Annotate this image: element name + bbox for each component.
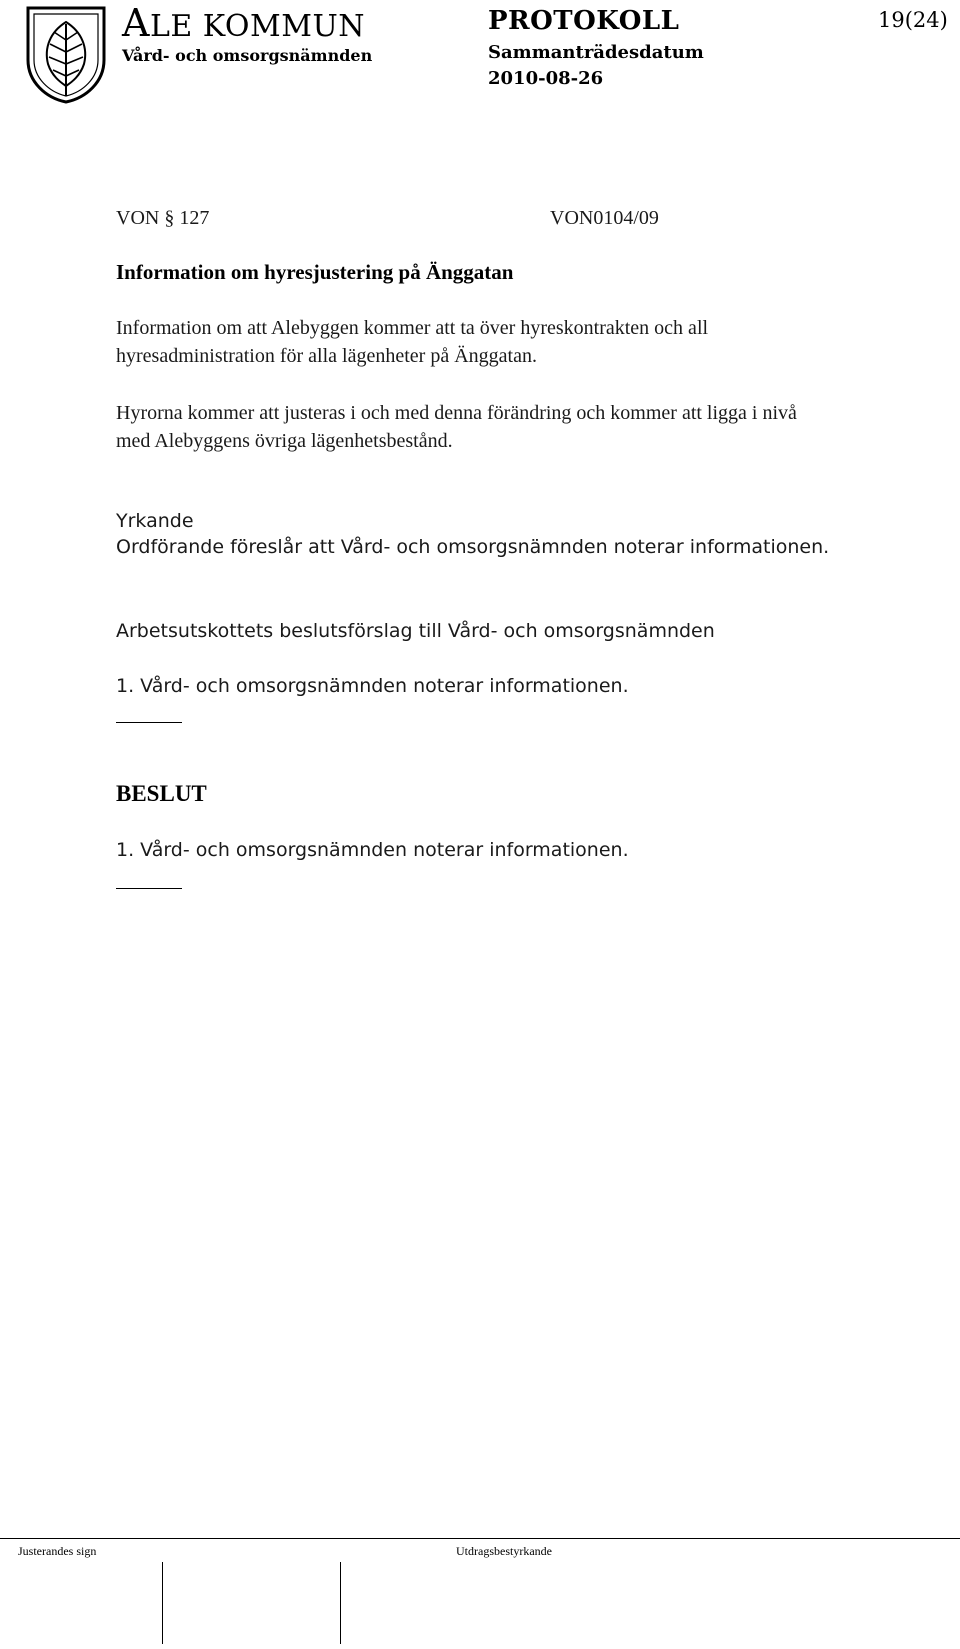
meeting-date: 2010-08-26: [488, 68, 604, 89]
signature-box-divider: [340, 1562, 341, 1644]
municipality-name: ALE KOMMUN: [122, 1, 365, 45]
document-type: PROTOKOLL: [488, 6, 680, 36]
ale-leaf-shield-logo-icon: [20, 2, 120, 104]
decision-heading: BESLUT: [116, 781, 207, 806]
signature-box-divider: [162, 1562, 163, 1644]
motion-text: Ordförande föreslår att Vård- och omsorgsnämnden noterar informationen.: [116, 536, 830, 558]
proposal-point: 1. Vård- och omsorgsnämnden noterar informationen.: [116, 675, 629, 697]
divider: [116, 722, 182, 723]
item-title: Information om hyresjustering på Änggatan: [116, 260, 514, 284]
motion-heading: Yrkande: [116, 510, 194, 532]
page-number: 19(24): [878, 8, 948, 32]
paragraph-line: Hyrorna kommer att justeras i och med denna förändring och kommer att ligga i nivå: [116, 402, 797, 424]
section-number: 127: [179, 207, 210, 229]
paragraph-line: hyresadministration för alla lägenheter på Änggatan.: [116, 345, 537, 367]
committee-name: Vård- och omsorgsnämnden: [122, 46, 373, 65]
meeting-date-label: Sammanträdesdatum: [488, 42, 704, 63]
footer-divider: [0, 1538, 960, 1539]
paragraph-line: med Alebyggens övriga lägenhetsbestånd.: [116, 430, 453, 452]
decision-point: 1. Vård- och omsorgsnämnden noterar informationen.: [116, 839, 629, 861]
extract-certification-label: Utdragsbestyrkande: [456, 1544, 552, 1558]
section-prefix: VON: [116, 207, 160, 229]
divider: [116, 888, 182, 889]
section-reference: [116, 205, 209, 231]
paragraph-line: Information om att Alebyggen kommer att ta över hyreskontrakten och all: [116, 317, 709, 339]
proposal-heading: Arbetsutskottets beslutsförslag till Vård- och omsorgsnämnden: [116, 620, 715, 642]
case-number: VON0104/09: [550, 207, 659, 229]
section-symbol: §: [164, 207, 175, 229]
signature-label: Justerandes sign: [18, 1544, 97, 1558]
